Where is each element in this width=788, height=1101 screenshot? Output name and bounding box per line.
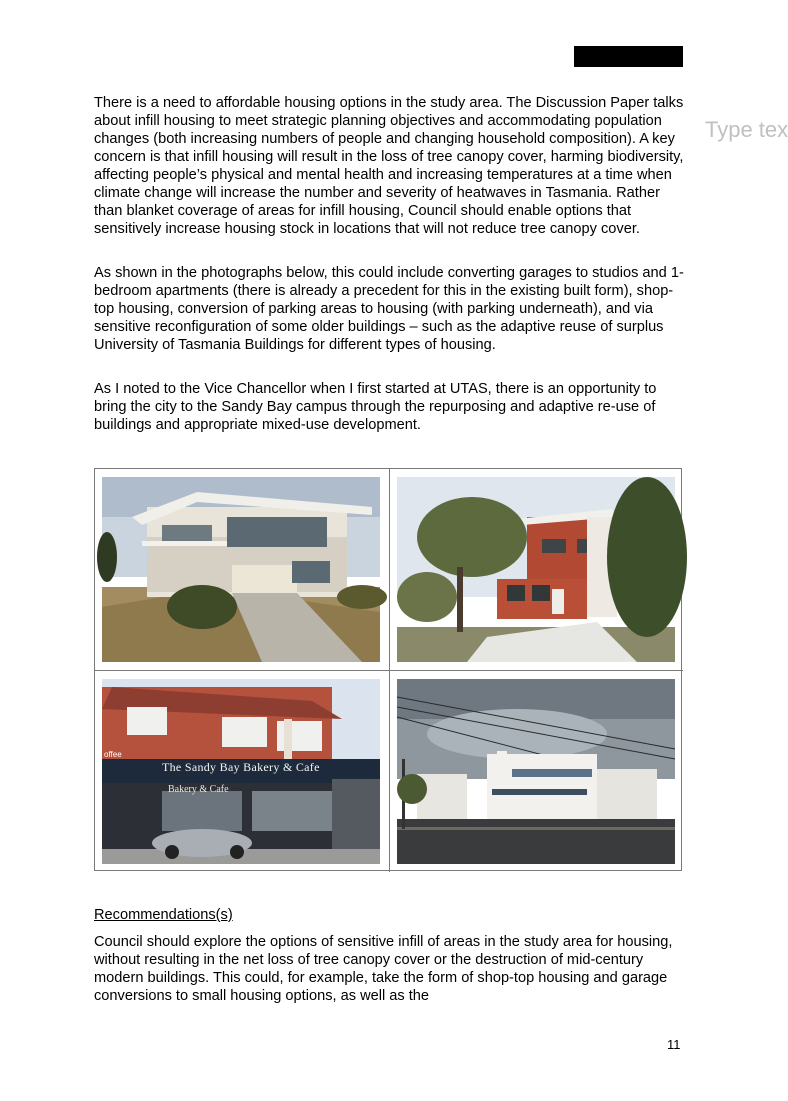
bakery-side-text: offee (104, 750, 122, 759)
redaction-bar (574, 46, 683, 67)
type-text-placeholder[interactable]: Type tex (705, 117, 788, 142)
photo-brick-apartment (397, 477, 675, 662)
bakery-sign: The Sandy Bay Bakery & Cafe (162, 760, 320, 774)
photo-cell-4 (390, 671, 683, 872)
recommendations-heading: Recommendations(s) (94, 907, 233, 923)
paragraph-photographs: As shown in the photographs below, this could include converting garages to studios and 1-bedroom apartments (there is already a precedent for this in the existing built form), shop-top housing, conversion of parking areas to housing (with parking underneath), and via sensitive reconfiguration of some older buildings – such as the adaptive reuse of surplus University of Tasmania Buildings for different types of housing. (94, 265, 684, 353)
photo-sandy-bay-bakery (102, 679, 380, 864)
paragraph-vice-chancellor: As I noted to the Vice Chancellor when I first started at UTAS, there is an opportunity to bring the city to the Sandy Bay campus through the repurposing and adaptive re-use of buildings and appropriate mixed-use development. (94, 381, 657, 433)
photo-house-garage (102, 477, 380, 662)
photo-modernist-building (397, 679, 675, 864)
paragraph-housing-need: There is a need to affordable housing options in the study area. The Discussion Paper talks about infill housing to meet strategic planning objectives and accommodating population changes (both increasing numbers of people and changing household composition). A key concern is that infill housing will result in the loss of tree canopy cover, harming biodiversity, affecting people’s physical and mental health and increasing temperatures at a time when climate change will increase the number and severity of heatwaves in Tasmania. Rather than blanket coverage of areas for infill housing, Council should enable options that sensitively increase housing stock in locations that will not reduce tree canopy cover. (94, 95, 684, 237)
bakery-awning-text: Bakery & Cafe (168, 784, 229, 795)
paragraph-recommendation: Council should explore the options of sensitive infill of areas in the study area for housing, without resulting in the net loss of tree canopy cover or the destruction of mid-century modern buildings. This could, for example, take the form of shop-top housing and garage conversions to small housing options, as well as the (94, 934, 673, 1004)
photo-cell-1 (95, 469, 390, 671)
photo-cell-3 (95, 671, 390, 872)
photo-cell-2 (390, 469, 683, 671)
page-number: 11 (667, 1037, 681, 1052)
photo-grid (94, 468, 682, 871)
